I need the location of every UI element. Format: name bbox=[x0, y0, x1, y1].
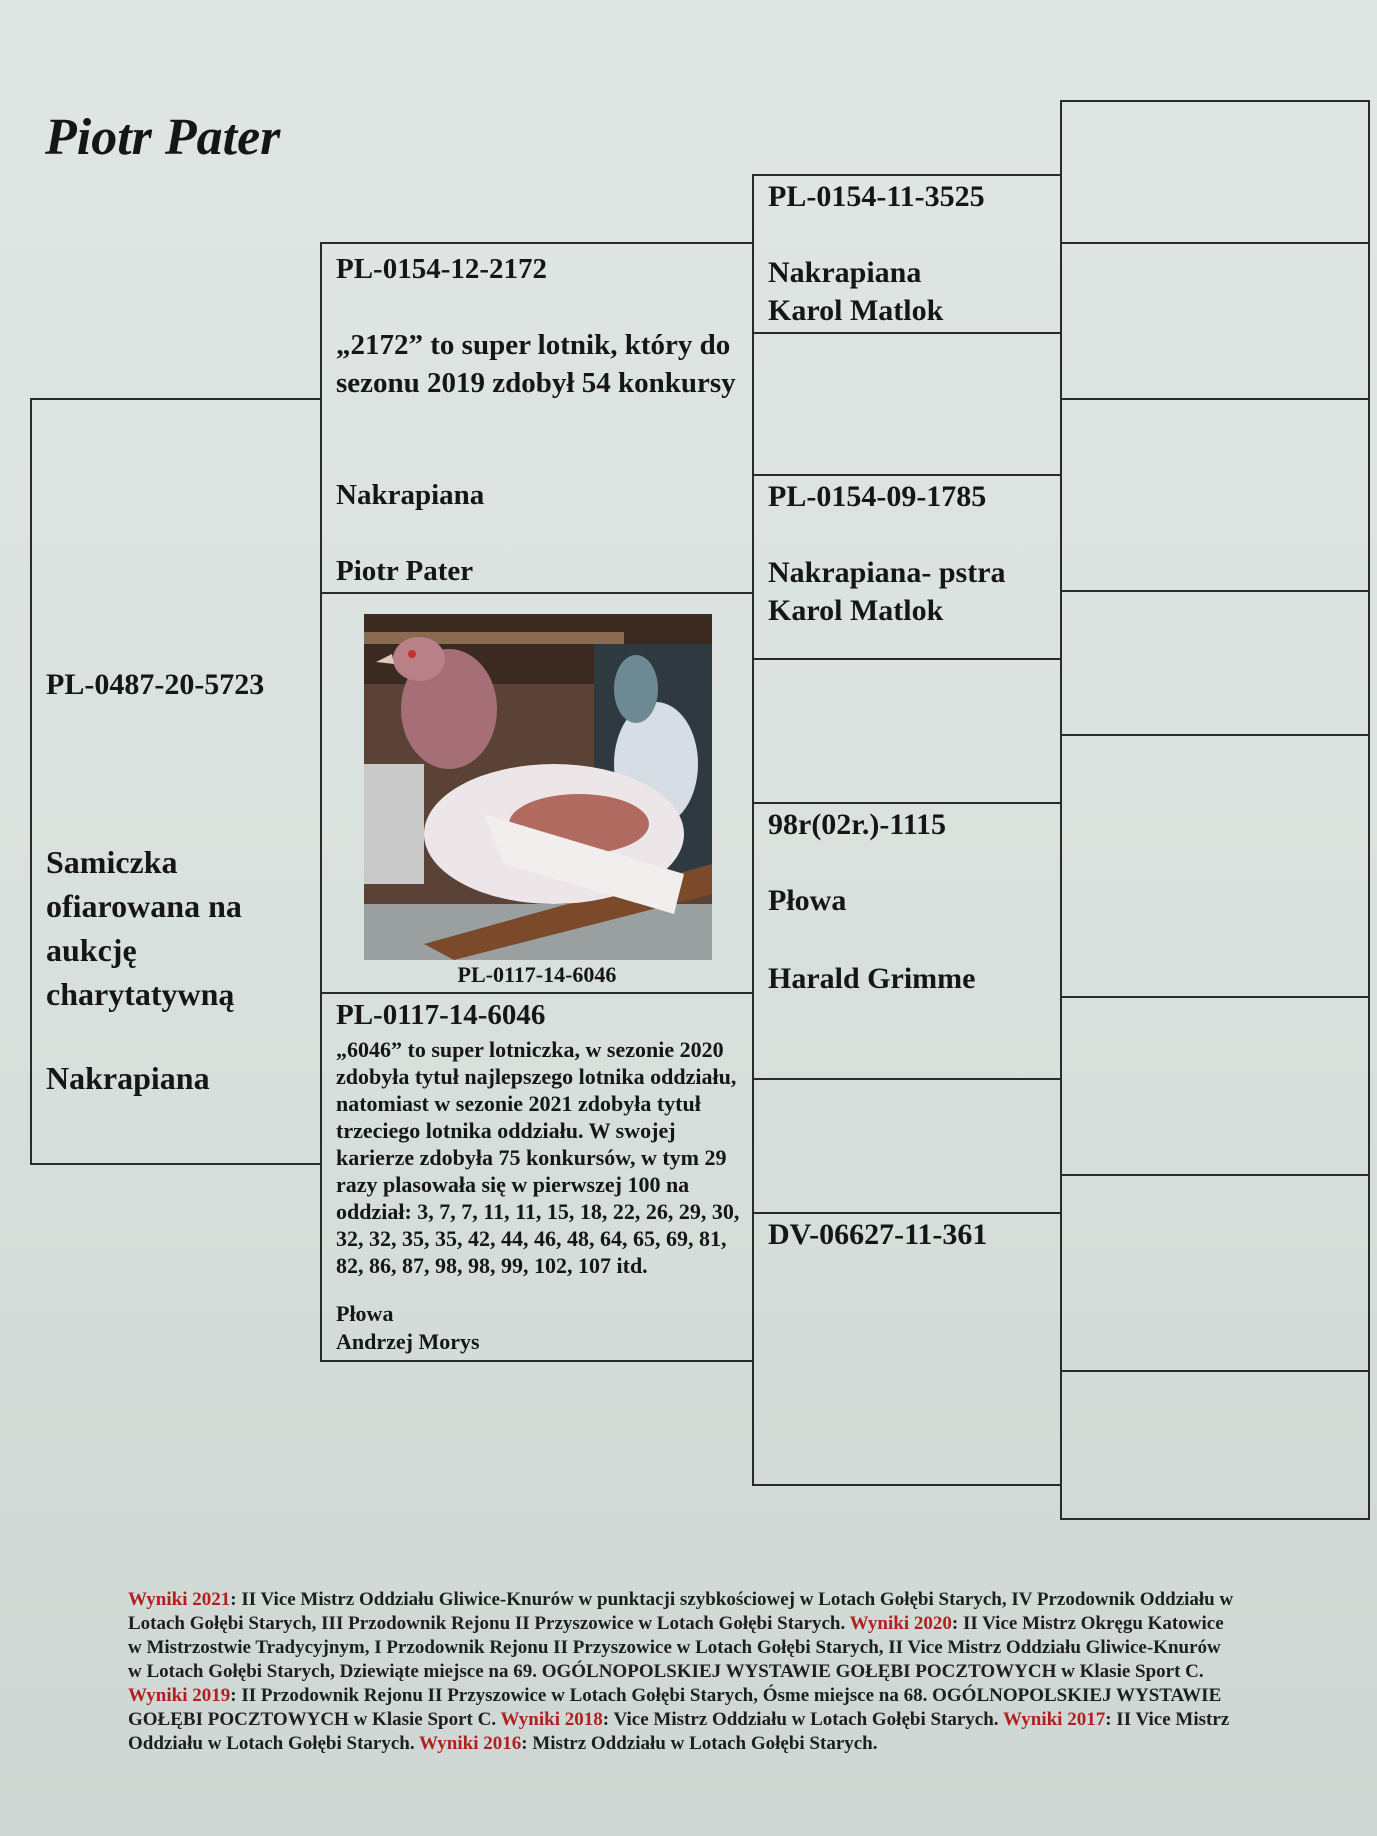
great-grandparent-5 bbox=[1060, 734, 1370, 998]
pigeon-photo bbox=[364, 614, 712, 960]
results-paragraph bbox=[128, 1588, 1238, 1756]
owner-name: Piotr Pater bbox=[45, 109, 281, 166]
results-2018-year: Wyniki 2018 bbox=[500, 1709, 603, 1730]
results-2020-text: : II Vice Mistrz Okręgu Katowice w Mistrzostwie Tradycyjnym, I Przodownik Rejonu II Przyszowice w Lotach Gołębi Starych, II Vice Mistrz Oddziału Gliwice-Knurów w Lotach Gołębi Starych, Dziewiąte miejsce na 69. OGÓLNOPOLSKIEJ WYSTAWIE GOŁĘBI POCZTOWYCH w Klasie Sport C. bbox=[128, 1613, 1224, 1682]
results-2018-text: : Vice Mistrz Oddziału w Lotach Gołębi Starych. bbox=[602, 1709, 1003, 1730]
subject-box bbox=[30, 398, 322, 1165]
grandparent-2-breeder: Karol Matlok bbox=[768, 594, 944, 627]
results-2017-text: : II Vice Mistrz Oddziału w Lotach Gołębi Starych. bbox=[128, 1709, 1230, 1754]
grandparent-1-empty bbox=[752, 332, 1062, 476]
dam-box bbox=[320, 992, 754, 1362]
grandparent-3-box bbox=[752, 802, 1062, 1080]
grandparent-3-empty bbox=[752, 1078, 1062, 1214]
great-grandparent-1 bbox=[1060, 100, 1370, 244]
great-grandparent-7 bbox=[1060, 1174, 1370, 1372]
great-grandparent-4 bbox=[1060, 590, 1370, 736]
grandparent-1-box bbox=[752, 174, 1062, 334]
dam-breeder: Andrzej Morys bbox=[336, 1329, 480, 1354]
sire-note: „2172” to super lotnik, który do sezonu 2019 zdobył 54 konkursy bbox=[336, 329, 736, 399]
subject-ring: PL-0487-20-5723 bbox=[46, 668, 265, 701]
photo-cell bbox=[320, 592, 754, 994]
results-2016-text: : Mistrz Oddziału w Lotach Gołębi Starych. bbox=[521, 1733, 878, 1754]
sire-breeder: Piotr Pater bbox=[336, 555, 474, 587]
grandparent-1-ring: PL-0154-11-3525 bbox=[768, 180, 985, 213]
grandparent-3-ring: 98r(02r.)-1115 bbox=[768, 808, 947, 841]
results-2019-year: Wyniki 2019 bbox=[128, 1685, 231, 1706]
great-grandparent-2 bbox=[1060, 242, 1370, 400]
grandparent-1-color: Nakrapiana bbox=[768, 256, 922, 289]
great-grandparent-8 bbox=[1060, 1370, 1370, 1520]
sire-ring: PL-0154-12-2172 bbox=[336, 253, 548, 285]
dam-ring: PL-0117-14-6046 bbox=[336, 999, 546, 1031]
grandparent-2-ring: PL-0154-09-1785 bbox=[768, 480, 987, 513]
grandparent-2-empty bbox=[752, 658, 1062, 804]
dam-color: Płowa bbox=[336, 1301, 394, 1326]
dam-note: „6046” to super lotniczka, w sezonie 2020 zdobyła tytuł najlepszego lotnika oddziału, natomiast w sezonie 2021 zdobyła tytuł trzeciego lotnika oddziału. W swojej karierze zdobyła 75 konkursów, w tym 29 razy plasowała się w pierwszej 100 na oddział: 3, 7, 7, 11, 11, 15, 18, 22, 26, 29, 30, 32, 32, 35, 35, 42, 44, 46, 48, 64, 65, 69, 81, 82, 86, 87, 98, 98, 99, 102, 107 itd. bbox=[336, 1037, 740, 1278]
subject-description: Samiczka ofiarowana na aukcję charytatywną bbox=[46, 844, 242, 1012]
results-2019-text: : II Przodownik Rejonu II Przyszowice w Lotach Gołębi Starych, Ósme miejsce na 68. OGÓLNOPOLSKIEJ WYSTAWIE GOŁĘBI POCZTOWYCH w Klasie Sport C. bbox=[128, 1685, 1222, 1730]
grandparent-3-color: Płowa bbox=[768, 884, 847, 917]
grandparent-4-box bbox=[752, 1212, 1062, 1486]
great-grandparent-3 bbox=[1060, 398, 1370, 592]
sire-color: Nakrapiana bbox=[336, 479, 485, 511]
photo-caption: PL-0117-14-6046 bbox=[457, 962, 617, 987]
grandparent-1-breeder: Karol Matlok bbox=[768, 294, 944, 327]
grandparent-2-color: Nakrapiana- pstra bbox=[768, 556, 1006, 589]
pigeon-photo-image bbox=[364, 614, 712, 960]
results-2021-year: Wyniki 2021 bbox=[128, 1589, 231, 1610]
grandparent-2-box bbox=[752, 474, 1062, 660]
results-2021-text: : II Vice Mistrz Oddziału Gliwice-Knurów w punktacji szybkościowej w Lotach Gołębi Starych, IV Przodownik Oddziału w Lotach Gołębi Starych, III Przodownik Rejonu II Przyszowice w Lotach Gołębi Starych. bbox=[128, 1589, 1234, 1634]
subject-color: Nakrapiana bbox=[46, 1060, 210, 1096]
sire-box bbox=[320, 242, 754, 594]
grandparent-3-breeder: Harald Grimme bbox=[768, 962, 976, 995]
grandparent-4-ring: DV-06627-11-361 bbox=[768, 1218, 988, 1251]
results-2017-year: Wyniki 2017 bbox=[1002, 1709, 1106, 1730]
great-grandparent-6 bbox=[1060, 996, 1370, 1176]
results-2016-year: Wyniki 2016 bbox=[419, 1733, 522, 1754]
results-2020-year: Wyniki 2020 bbox=[849, 1613, 952, 1634]
